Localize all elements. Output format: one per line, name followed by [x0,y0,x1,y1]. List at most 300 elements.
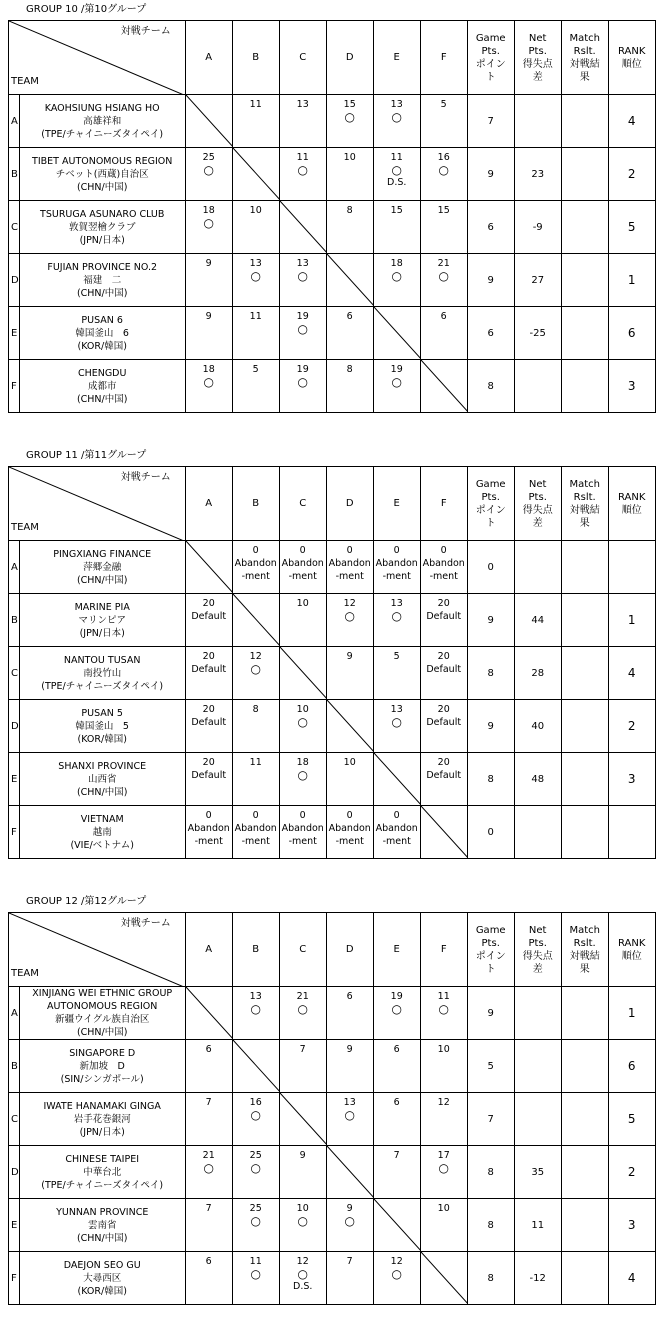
team-name [19,541,185,594]
team-row [9,307,656,360]
match-result [561,95,608,148]
score-cell [279,700,326,753]
result-note: -ment [429,571,458,582]
header-row [9,913,656,987]
score-value: 7 [346,1256,353,1267]
game-pts-header-line: ポイン [475,58,506,70]
score-cell [232,987,279,1040]
rank-header-line: 順位 [621,950,642,962]
net-points [514,806,561,859]
score-cell [185,1040,232,1093]
win-mark-icon: ○ [391,269,402,283]
self-match-cell [279,201,326,254]
result-note: -ment [382,571,411,582]
match-result [561,541,608,594]
game-points: 9 [467,254,514,307]
score-value: 7 [299,1044,306,1055]
game-points: 6 [467,201,514,254]
self-match-cell [279,1093,326,1146]
score-cell [232,647,279,700]
match-result [561,753,608,806]
score-cell [420,1199,467,1252]
column-header: E [373,467,420,541]
net-pts-header-line: 得失点 [522,950,553,962]
win-mark-icon: ○ [344,1214,355,1228]
team-name [19,360,185,413]
column-header: E [373,21,420,95]
rank-header-line: RANK [617,491,646,503]
team-letter: E [9,307,20,360]
score-value: 5 [252,364,259,375]
score-value: 9 [346,1044,353,1055]
team-letter: F [9,806,20,859]
score-value: 6 [205,1044,212,1055]
team-letter: A [9,541,20,594]
rank-header-line: RANK [617,937,646,949]
self-match-cell [373,307,420,360]
result-note: Default [426,770,462,781]
team-name [19,254,185,307]
team-name-line: 新加坡 D [79,1060,125,1072]
match-result-header-line: Match [569,924,600,936]
column-header: F [420,913,467,987]
score-cell [326,360,373,413]
self-match-cell [232,594,279,647]
score-cell [326,201,373,254]
rank-value: 1 [608,987,655,1040]
self-match-cell [185,95,232,148]
game-points: 7 [467,1093,514,1146]
win-mark-icon: ○ [297,1002,308,1016]
net-points: 40 [514,700,561,753]
match-result-header [561,21,608,95]
score-value: 10 [249,205,262,216]
team-name-line: 韓国釜山 6 [75,327,129,339]
team-name-line: (TPE/チャイニーズタイペイ) [41,1179,164,1191]
match-result [561,700,608,753]
score-value: 16 [437,152,450,163]
result-note: Default [426,611,462,622]
score-cell [326,594,373,647]
result-note: D.S. [293,1281,313,1292]
score-value: 5 [393,651,400,662]
score-cell [326,95,373,148]
team-letter: B [9,148,20,201]
win-mark-icon: ○ [203,216,214,230]
result-note: Abandon [375,823,418,834]
score-cell [420,95,467,148]
team-name-line: 南投竹山 [83,667,122,679]
rank-value: 6 [608,307,655,360]
win-mark-icon: ○ [344,609,355,623]
net-pts-header-line: 差 [532,517,543,529]
score-value: 6 [393,1044,400,1055]
score-cell [420,700,467,753]
score-cell [420,594,467,647]
rank-value: 2 [608,1146,655,1199]
rank-value: 4 [608,95,655,148]
score-cell [279,753,326,806]
result-note: -ment [288,571,317,582]
rank-value: 5 [608,201,655,254]
team-name-line: FUJIAN PROVINCE NO.2 [47,261,158,273]
team-row [9,1040,656,1093]
rank-value: 3 [608,753,655,806]
score-value: 13 [343,1097,356,1108]
result-note: Abandon [281,558,324,569]
score-cell [373,360,420,413]
team-name [19,201,185,254]
score-cell [373,700,420,753]
net-pts-header-line: Pts. [528,491,547,503]
self-match-cell [326,254,373,307]
game-pts-header-line: Pts. [481,491,500,503]
net-points [514,1040,561,1093]
score-cell [232,1199,279,1252]
game-points: 9 [467,700,514,753]
score-cell [420,201,467,254]
win-mark-icon: ○ [391,715,402,729]
team-name-line: (TPE/チャイニーズタイペイ) [41,128,164,140]
score-value: 18 [296,757,309,768]
rank-value: 4 [608,1252,655,1305]
team-name [19,1040,185,1093]
match-result-header-line: Rslt. [573,937,596,949]
diagonal-line [327,700,374,753]
diagonal-line [374,307,421,360]
score-cell [232,254,279,307]
column-header: B [232,467,279,541]
game-pts-header-line: Game [475,478,506,490]
score-cell [232,1252,279,1305]
team-name-line: KAOHSIUNG HSIANG HO [44,102,160,114]
game-pts-header [467,913,514,987]
team-letter: C [9,1093,20,1146]
score-cell [373,647,420,700]
result-note: Abandon [234,823,277,834]
opponent-header: 対戦チーム [120,472,171,483]
score-value: 13 [249,258,262,269]
score-value: 7 [205,1203,212,1214]
game-pts-header-line: Game [475,32,506,44]
team-name [19,700,185,753]
net-pts-header-line: Net [528,32,547,44]
team-name-line: AUTONOMOUS REGION [47,1001,158,1012]
score-cell [326,541,373,594]
rank-value: 1 [608,254,655,307]
score-cell [373,201,420,254]
score-cell [279,1146,326,1199]
group-title: GROUP 10 /第10グループ [26,4,147,15]
team-name-line: マリンピア [78,614,126,626]
score-cell [420,1093,467,1146]
team-name-line: 萍郷金融 [83,561,122,573]
score-value: 19 [390,364,403,375]
result-note: Default [426,717,462,728]
score-value: 25 [249,1150,262,1161]
self-match-cell [279,647,326,700]
win-mark-icon: ○ [250,1002,261,1016]
team-row [9,753,656,806]
team-name-line: (CHN/中国) [76,181,128,193]
column-header: E [373,913,420,987]
score-cell [373,1040,420,1093]
group-section [0,3,659,443]
diagonal-line [186,541,233,594]
score-cell [185,307,232,360]
match-result [561,254,608,307]
score-value: 21 [296,991,309,1002]
score-cell [185,148,232,201]
score-value: 7 [393,1150,400,1161]
team-name-line: (CHN/中国) [76,287,128,299]
match-result [561,594,608,647]
team-name-line: (KOR/韓国) [77,1285,127,1297]
game-points: 0 [467,806,514,859]
team-name [19,1146,185,1199]
score-cell [373,1146,420,1199]
score-cell [326,647,373,700]
score-value: 20 [437,757,450,768]
score-value: 20 [437,598,450,609]
score-value: 11 [296,152,309,163]
team-name [19,594,185,647]
score-value: 11 [249,311,262,322]
net-pts-header [514,21,561,95]
rank-value: 4 [608,647,655,700]
win-mark-icon: ○ [297,163,308,177]
win-mark-icon: ○ [250,662,261,676]
score-cell [279,360,326,413]
score-cell [373,95,420,148]
score-value: 6 [440,311,447,322]
game-points: 9 [467,987,514,1040]
team-name-line: CHINESE TAIPEI [65,1153,140,1165]
score-value: 12 [437,1097,450,1108]
win-mark-icon: ○ [297,322,308,336]
self-match-cell [420,360,467,413]
team-row [9,1252,656,1305]
score-cell [420,1146,467,1199]
score-cell [373,541,420,594]
team-name-line: XINJIANG WEI ETHNIC GROUP [32,988,173,999]
score-value: 13 [296,99,309,110]
standings-table [8,912,656,1305]
score-value: 0 [346,545,353,556]
match-result-header-line: Match [569,32,600,44]
score-cell [232,541,279,594]
score-cell [420,148,467,201]
score-cell [326,987,373,1040]
game-points: 9 [467,148,514,201]
rank-header [608,913,655,987]
header-row [9,21,656,95]
score-cell [373,148,420,201]
team-name-line: 敦賀翌檜クラブ [68,221,136,233]
score-value: 20 [202,704,215,715]
team-letter: E [9,1199,20,1252]
score-value: 9 [346,651,353,662]
game-pts-header-line: ト [485,517,496,529]
net-points [514,987,561,1040]
win-mark-icon: ○ [250,1267,261,1281]
self-match-cell [326,1146,373,1199]
match-result-header-line: 果 [579,517,590,529]
net-points: 23 [514,148,561,201]
team-name-line: 大尋西区 [83,1272,122,1284]
score-cell [232,307,279,360]
score-value: 13 [390,598,403,609]
diagonal-line [327,254,374,307]
group-section [0,895,659,1335]
score-cell [232,1146,279,1199]
team-name-line: (KOR/韓国) [77,733,127,745]
team-name-line: 韓国釜山 5 [75,720,129,732]
win-mark-icon: ○ [250,269,261,283]
score-cell [232,700,279,753]
win-mark-icon: ○ [250,1214,261,1228]
score-cell [279,1040,326,1093]
score-cell [232,806,279,859]
column-header: B [232,913,279,987]
team-letter: F [9,1252,20,1305]
score-cell [420,1040,467,1093]
result-note: -ment [288,836,317,847]
team-name [19,148,185,201]
team-name-line: SINGAPORE D [69,1047,136,1059]
match-result [561,1093,608,1146]
result-note: Abandon [281,823,324,834]
rank-value: 3 [608,1199,655,1252]
score-cell [185,360,232,413]
diagonal-line [280,1093,327,1146]
match-result-header-line: 果 [579,71,590,83]
win-mark-icon: ○ [391,163,402,177]
game-points: 8 [467,360,514,413]
win-mark-icon: ○ [297,1267,308,1281]
team-name-line: (CHN/中国) [76,1232,128,1244]
score-value: 18 [202,364,215,375]
score-value: 9 [205,311,212,322]
score-value: 11 [249,99,262,110]
rank-header-line: 順位 [621,504,642,516]
score-cell [232,360,279,413]
score-cell [185,647,232,700]
team-row [9,594,656,647]
diagonal-line [327,1146,374,1199]
score-value: 8 [252,704,259,715]
score-cell [279,1199,326,1252]
column-header: C [279,913,326,987]
team-row [9,1093,656,1146]
result-note: -ment [241,836,270,847]
result-note: -ment [335,836,364,847]
net-pts-header-line: 差 [532,71,543,83]
score-cell [420,647,467,700]
score-value: 6 [346,311,353,322]
column-header: D [326,913,373,987]
team-name-line: 岩手花巻銀河 [73,1113,131,1125]
team-name-line: PINGXIANG FINANCE [53,548,152,560]
score-value: 12 [390,1256,403,1267]
score-cell [279,987,326,1040]
opponent-header: 対戦チーム [120,26,171,37]
win-mark-icon: ○ [250,1108,261,1122]
team-name [19,987,185,1040]
score-value: 12 [343,598,356,609]
win-mark-icon: ○ [391,1002,402,1016]
match-result [561,1040,608,1093]
rank-header [608,467,655,541]
score-value: 12 [249,651,262,662]
rank-value: 2 [608,700,655,753]
score-cell [373,254,420,307]
team-name-line: (JPN/日本) [79,234,125,246]
score-value: 13 [390,99,403,110]
score-cell [232,201,279,254]
team-name [19,753,185,806]
team-name-line: IWATE HANAMAKI GINGA [43,1100,161,1112]
win-mark-icon: ○ [203,163,214,177]
win-mark-icon: ○ [297,715,308,729]
result-note: Default [191,611,227,622]
header-row [9,467,656,541]
score-value: 12 [296,1256,309,1267]
team-name-line: (CHN/中国) [76,393,128,405]
score-cell [185,1199,232,1252]
diagonal-line [186,987,233,1040]
net-points: 11 [514,1199,561,1252]
score-cell [420,753,467,806]
score-cell [420,987,467,1040]
score-value: 11 [390,152,403,163]
diagonal-line [374,753,421,806]
result-note: Default [191,717,227,728]
score-value: 20 [437,651,450,662]
score-value: 10 [437,1044,450,1055]
team-row [9,806,656,859]
team-name-line: 中華台北 [83,1166,122,1178]
match-result [561,148,608,201]
score-value: 18 [390,258,403,269]
win-mark-icon: ○ [203,1161,214,1175]
result-note: -ment [241,571,270,582]
score-cell [185,1252,232,1305]
score-cell [185,201,232,254]
group-section [0,449,659,889]
net-pts-header-line: 得失点 [522,504,553,516]
team-name-line: 雲南省 [87,1219,117,1231]
team-letter: C [9,201,20,254]
win-mark-icon: ○ [297,1214,308,1228]
team-name-line: (JPN/日本) [79,1126,125,1138]
team-name [19,1093,185,1146]
group-title: GROUP 12 /第12グループ [26,896,147,907]
result-note: Abandon [328,823,371,834]
win-mark-icon: ○ [297,269,308,283]
corner-cell [9,913,186,987]
match-result-header-line: 対戦結 [569,58,600,70]
net-points [514,541,561,594]
score-cell [326,806,373,859]
self-match-cell [420,806,467,859]
team-letter: F [9,360,20,413]
win-mark-icon: ○ [250,1161,261,1175]
result-note: Abandon [375,558,418,569]
score-cell [279,95,326,148]
score-value: 20 [202,757,215,768]
score-cell [279,1252,326,1305]
